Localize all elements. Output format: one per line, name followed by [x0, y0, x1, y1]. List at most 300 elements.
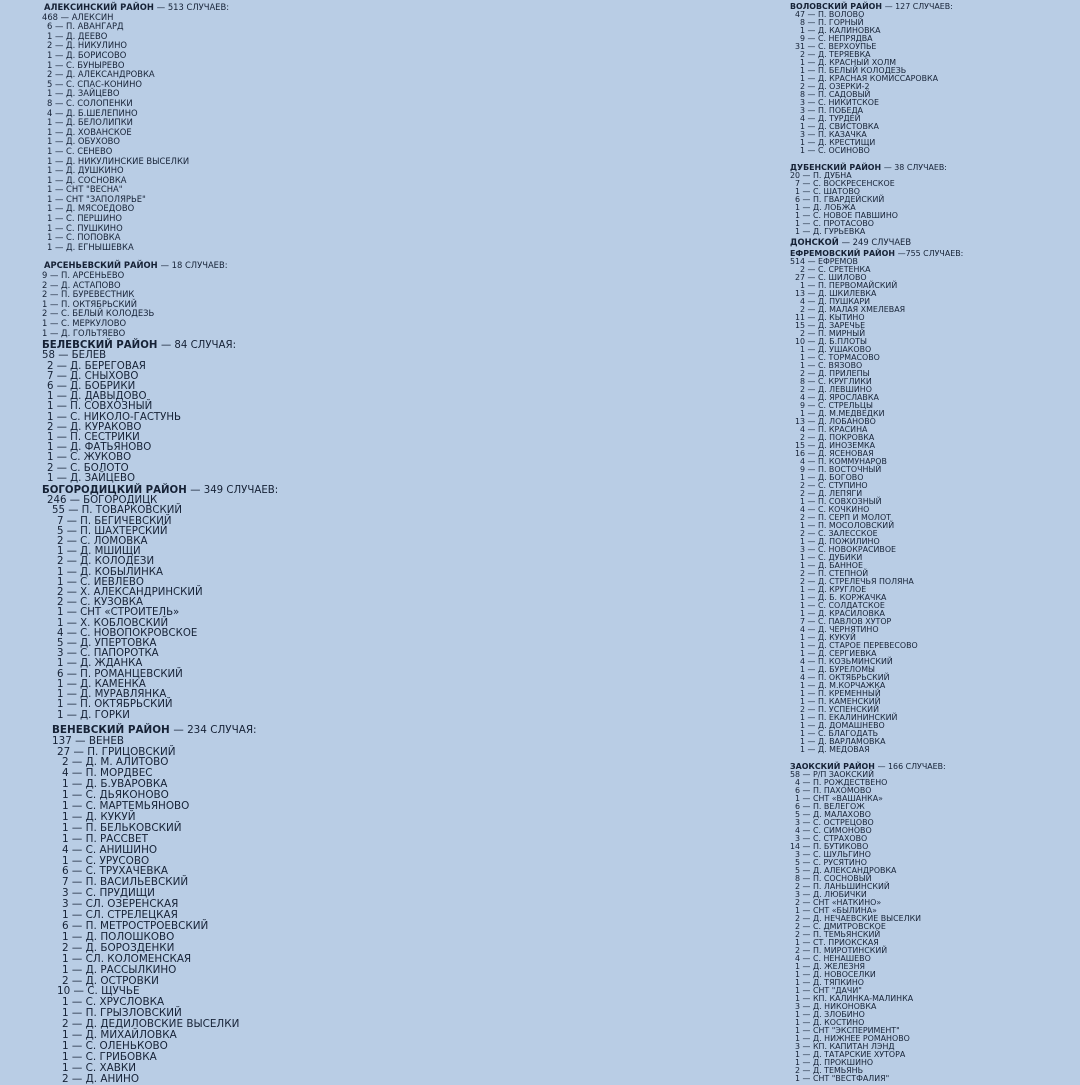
locality-name: П. СЕСТРИКИ — [70, 432, 140, 444]
locality-name: С. ХРУСЛОВКА — [85, 996, 165, 1009]
locality-row: 27 — С. ШИЛОВО — [795, 272, 867, 282]
district-heading — [42, 3, 522, 13]
locality-case-count: 1 — [800, 472, 806, 482]
locality-row: 2 — Д. АЛЕКСАНДРОВКА — [47, 69, 155, 80]
locality-case-count: 1 — [800, 728, 806, 738]
locality-case-count: 3 — [800, 544, 806, 554]
locality-row: 2 — Д. МАЛАЯ ХМЕЛЕВАЯ — [800, 304, 906, 314]
locality-row: 1 — СНТ «БЫЛИНА» — [795, 905, 877, 915]
locality-row: 1 — Д. ДЕЕВО — [47, 30, 108, 41]
locality-case-count: 2 — [47, 40, 53, 51]
locality-row: 2 — Д. ЛЕПЯГИ — [800, 488, 863, 498]
locality-name: ВЕНЕВ — [88, 734, 125, 747]
locality-name: С. ВЯЗОВО — [817, 360, 863, 370]
locality-case-count: 2 — [57, 556, 64, 568]
locality-row: 4 — П. ОКТЯБРЬСКИЙ — [800, 672, 890, 682]
locality-case-count: 1 — [800, 592, 806, 602]
locality-name: Д. МАЛАЯ ХМЕЛЕВАЯ — [817, 304, 906, 314]
district-case-count: — 18 СЛУЧАЕВ: — [160, 260, 228, 271]
district-zaoksk — [790, 763, 1075, 1083]
locality-case-count: 15 — [795, 320, 806, 330]
locality-row: 1 — Д. ЛОБЖА — [795, 203, 856, 212]
locality-case-count: 1 — [800, 640, 806, 650]
locality-case-count: 1 — [62, 1050, 69, 1063]
locality-row: 58 — Р/П ЗАОКСКИЙ — [790, 769, 875, 779]
locality-name: СНТ «НАТКИНО» — [812, 897, 882, 907]
locality-row: 1 — С. ДУБИКИ — [800, 552, 863, 562]
locality-name: Д. ЯСЕНОВАЯ — [817, 448, 874, 458]
locality-name: П. ВАСИЛЬЕВСКИЙ — [85, 876, 189, 889]
locality-name: С. ТРУХАЧЕВКА — [85, 865, 168, 878]
locality-name: Д. ТЕМЬЯНЬ — [812, 1065, 863, 1075]
locality-name: С. НОВОПОКРОВСКОЕ — [80, 627, 198, 639]
locality-row: 246 — БОГОРОДИЦК — [47, 495, 158, 507]
locality-case-count: 2 — [47, 462, 54, 474]
locality-row: 1 — СНТ "ВЕСНА" — [47, 184, 123, 195]
locality-case-count: 20 — [790, 171, 801, 180]
locality-name: П. УСПЕНСКИЙ — [817, 704, 879, 714]
locality-case-count: 1 — [47, 49, 53, 60]
locality-name: Д. НИКОНОВКА — [812, 1001, 877, 1011]
locality-name: СЛ. КОЛОМЕНСКАЯ — [85, 952, 192, 965]
locality-case-count: 5 — [795, 809, 801, 819]
locality-case-count: 1 — [47, 213, 53, 224]
locality-name: П. АВАНГАРД — [66, 21, 124, 32]
locality-name: С. СОЛДАТСКОЕ — [817, 600, 885, 610]
locality-name: С. ХАВКИ — [85, 1061, 136, 1074]
locality-row: 1 — С. ЖУКОВО — [47, 452, 132, 464]
locality-name: Д. БЕРЕГОВАЯ — [70, 360, 146, 372]
locality-row: 2 — Д. ОСТРОВКИ — [62, 974, 159, 987]
locality-row: 2 — С. КУЗОВКА — [57, 597, 143, 609]
locality-row: 1 — С. ВЯЗОВО — [800, 360, 863, 370]
district-case-count: — 249 СЛУЧАЕВ — [841, 237, 912, 247]
locality-row: 1 — Д. РАССЫЛКИНО — [62, 963, 177, 976]
locality-case-count: 7 — [47, 370, 54, 382]
locality-case-count: 1 — [57, 678, 64, 690]
district-name: ЗАОКСКИЙ РАЙОН — [790, 761, 875, 771]
locality-row: 4 — Д. ТУРДЕЙ — [800, 114, 861, 123]
locality-name: П. БЕЛЫЙ КОЛОДЕЗЬ — [817, 66, 907, 75]
locality-name: Д. ЛЕПЯГИ — [817, 488, 863, 498]
locality-row: 3 — Д. НИКОНОВКА — [795, 1001, 877, 1011]
locality-name: С. ПАВЛОВ ХУТОР — [817, 616, 892, 626]
locality-name: Д. АСТАПОВО — [61, 279, 121, 290]
locality-name: Д. СЕРГИЕВКА — [817, 648, 877, 658]
locality-row: 5 — Д. МАЛАХОВО — [795, 809, 871, 819]
locality-name: П. ШАХТЕРСКИЙ — [80, 525, 168, 537]
locality-case-count: 1 — [57, 689, 64, 701]
locality-row: 11 — Д. КЫТИНО — [795, 312, 865, 322]
locality-case-count: 1 — [57, 658, 64, 670]
locality-name: Д. КАМЕНКА — [80, 678, 146, 690]
locality-row: 20 — П. ДУБНА — [790, 171, 852, 180]
locality-row: 1 — Д. НОВОСЕЛКИ — [795, 969, 876, 979]
locality-case-count: 2 — [62, 1018, 69, 1031]
locality-case-count: 2 — [795, 929, 801, 939]
locality-case-count: 6 — [795, 801, 801, 811]
locality-name: П. СЕРП И МОЛОТ — [817, 512, 891, 522]
locality-name: Д. ФАТЬЯНОВО — [70, 442, 152, 454]
locality-case-count: 2 — [800, 480, 806, 490]
locality-case-count: 1 — [62, 1061, 69, 1074]
locality-case-count: 1 — [800, 664, 806, 674]
locality-name: С. ДЬЯКОНОВО — [85, 789, 169, 802]
locality-name: П. БУТИКОВО — [812, 841, 869, 851]
locality-case-count: 1 — [47, 452, 54, 464]
locality-case-count: 2 — [47, 421, 54, 433]
locality-case-count: 1 — [42, 327, 48, 338]
locality-name: СНТ "ЗАПОЛЯРЬЕ" — [66, 193, 146, 204]
locality-row: 3 — С. СТРАХОВО — [795, 833, 868, 843]
right-column — [790, 3, 1075, 1083]
locality-row: 15 — Д. ЗАРЕЧЬЕ — [795, 320, 866, 330]
locality-name: Д. МИХАЙЛОВКА — [85, 1029, 177, 1042]
district-name: АРСЕНЬЕВСКИЙ РАЙОН — [44, 260, 158, 271]
locality-case-count: 58 — [790, 769, 801, 779]
locality-case-count: 1 — [47, 145, 53, 156]
district-name: ВЕНЕВСКИЙ РАЙОН — [52, 723, 170, 736]
locality-name: П. СОВХОЗНЫЙ — [817, 496, 882, 506]
locality-name: Д. ДАВЫДОВО — [70, 391, 147, 403]
locality-name: С. КОЧКИНО — [817, 504, 870, 514]
locality-row: 1 — С. ИЕВЛЕВО — [57, 576, 144, 588]
locality-case-count: 4 — [800, 672, 806, 682]
locality-case-count: 2 — [800, 50, 806, 59]
locality-row: 1 — П. БЕЛЫЙ КОЛОДЕЗЬ — [800, 66, 907, 75]
locality-name: Д. БОРОЗДЕНКИ — [85, 941, 175, 954]
locality-case-count: 1 — [800, 536, 806, 546]
locality-row: 1 — СНТ "ВЕСТФАЛИЯ" — [795, 1073, 890, 1083]
locality-name: Д. МУРАВЛЯНКА — [80, 689, 167, 701]
locality-case-count: 1 — [47, 391, 54, 403]
locality-name: С. РУСЯТИНО — [812, 857, 867, 867]
locality-row: 2 — Д. ТЕРЯЕВКА — [800, 50, 871, 59]
locality-name: Д. КАЛИНОВКА — [817, 26, 881, 35]
locality-case-count: 1 — [795, 993, 801, 1003]
locality-case-count: 1 — [800, 58, 806, 67]
locality-row: 2 — П. УСПЕНСКИЙ — [800, 704, 879, 714]
locality-row: 1 — С. БУНЫРЕВО — [47, 59, 125, 70]
locality-name: Д. ЛОБАНОВО — [817, 416, 876, 426]
locality-row: 1 — СНТ "ЭКСПЕРИМЕНТ" — [795, 1025, 900, 1035]
locality-name: Д. КОБЫЛИНКА — [80, 566, 163, 578]
locality-row: 1 — Д. БАННОЕ — [800, 560, 864, 570]
locality-name: С. ВЕРХОУПЬЕ — [817, 42, 877, 51]
locality-row: 2 — Д. ТЕМЬЯНЬ — [795, 1065, 863, 1075]
locality-name: Д. ПОКРОВКА — [817, 432, 875, 442]
locality-row: 4 — П. КРАСИНА — [800, 424, 868, 434]
locality-row: 9 — П. ВОСТОЧНЫЙ — [800, 464, 882, 474]
locality-case-count: 2 — [800, 384, 806, 394]
locality-row: 1 — С. ПУШКИНО — [47, 222, 123, 233]
locality-row: 9 — С. СТРЕЛЬЦЫ — [800, 400, 873, 410]
locality-case-count: 6 — [57, 668, 64, 680]
locality-row: 1 — Д. СЕРГИЕВКА — [800, 648, 877, 658]
locality-name: С. НОВОКРАСИВОЕ — [817, 544, 897, 554]
locality-row: 1 — Д. КОСТИНО — [795, 1017, 865, 1027]
locality-case-count: 2 — [795, 921, 801, 931]
locality-name: П. МОРДВЕС — [85, 767, 153, 780]
district-donskoy — [790, 238, 1075, 248]
locality-row: 6 — П. ПАХОМОВО — [795, 785, 872, 795]
locality-name: П. ВОСТОЧНЫЙ — [817, 464, 882, 474]
locality-row: 1 — Д. Б. КОРЖАЧКА — [800, 592, 887, 602]
locality-case-count: 1 — [42, 318, 48, 328]
locality-name: С. ШУЛЬГИНО — [812, 849, 871, 859]
district-case-count: — 349 СЛУЧАЕВ: — [190, 485, 279, 497]
locality-case-count: 4 — [800, 504, 806, 514]
locality-case-count: 4 — [57, 627, 64, 639]
locality-case-count: 3 — [62, 898, 69, 911]
locality-case-count: 1 — [57, 607, 64, 619]
locality-name: С. СЕНЕВО — [66, 145, 113, 156]
locality-row: 2 — П. МИРНЫЙ — [800, 328, 866, 338]
locality-row: 1 — Д. КАЛИНОВКА — [800, 26, 881, 35]
locality-row: 1 — СТ. ПРИОКСКАЯ — [795, 937, 879, 947]
locality-case-count: 9 — [42, 270, 48, 281]
locality-row: 5 — С. РУСЯТИНО — [795, 857, 867, 867]
locality-case-count: 1 — [795, 227, 801, 236]
locality-name: Д. ТЯПКИНО — [812, 977, 865, 987]
locality-case-count: 1 — [800, 360, 806, 370]
locality-name: С. ОЛЕНЬКОВО — [85, 1039, 168, 1052]
locality-name: С. НЕПРЯДВА — [817, 34, 873, 43]
district-heading — [42, 341, 522, 351]
locality-case-count: 2 — [795, 881, 801, 891]
locality-row: 4 — С. СИМОНОВО — [795, 825, 872, 835]
locality-case-count: 1 — [57, 576, 64, 588]
locality-name: Д. ДЕДИЛОВСКИЕ ВЫСЕЛКИ — [85, 1018, 240, 1031]
locality-case-count: 3 — [800, 106, 806, 115]
district-heading — [790, 238, 1075, 248]
locality-case-count: 1 — [795, 937, 801, 947]
locality-name: Д. АЛЕКСАНДРОВКА — [812, 865, 897, 875]
locality-row: 2 — П. МИРОТИНСКИЙ — [795, 945, 888, 955]
locality-name: П. ПАХОМОВО — [812, 785, 872, 795]
locality-case-count: 2 — [795, 913, 801, 923]
locality-name: С. КУЗОВКА — [80, 597, 143, 609]
locality-case-count: 4 — [47, 107, 53, 118]
locality-name: П. САДОВЫЙ — [817, 90, 871, 99]
locality-case-count: 1 — [800, 280, 806, 290]
locality-row: 1 — С. ТОРМАСОВО — [800, 352, 880, 362]
locality-name: Д. Б.ПЛОТЫ — [817, 336, 867, 346]
locality-row: 1 — СНТ "ЗАПОЛЯРЬЕ" — [47, 193, 146, 204]
locality-name: КП. КАПИТАН ЛЭНД — [812, 1041, 895, 1051]
locality-case-count: 7 — [62, 876, 69, 889]
locality-name: СНТ "ВЕСТФАЛИЯ" — [812, 1073, 890, 1083]
locality-case-count: 11 — [795, 312, 806, 322]
locality-case-count: 1 — [62, 854, 69, 867]
locality-case-count: 1 — [800, 520, 806, 530]
locality-case-count: 1 — [800, 352, 806, 362]
locality-case-count: 2 — [42, 308, 48, 319]
locality-name: Д. М.КОРЧАЖКА — [817, 680, 886, 690]
locality-name: Д. ЕГНЫШЕВКА — [66, 241, 134, 252]
locality-case-count: 13 — [795, 288, 806, 298]
district-aleksin — [42, 3, 522, 252]
locality-row: 1 — Д. ХОВАНСКОЕ — [47, 126, 132, 137]
locality-name: Д. ЛОБЖА — [812, 203, 856, 212]
locality-case-count: 2 — [47, 69, 53, 80]
locality-row: 1 — П. ПЕРВОМАЙСКИЙ — [800, 280, 898, 290]
locality-name: Д. ЖДАНКА — [80, 658, 143, 670]
locality-name: С. ЩУЧЬЕ — [87, 985, 140, 998]
locality-case-count: 1 — [800, 744, 806, 754]
locality-row: 2 — Д. КОЛОДЕЗИ — [57, 556, 155, 568]
locality-case-count: 1 — [795, 1073, 801, 1083]
locality-row: 1 — П. ОКТЯБРЬСКИЙ — [57, 699, 173, 711]
locality-case-count: 1 — [62, 909, 69, 922]
locality-row: 6 — П. ГВАРДЕЙСКИЙ — [795, 195, 885, 204]
locality-row: 2 — П. ЛАНЬШИНСКИЙ — [795, 881, 890, 891]
locality-row: 137 — ВЕНЕВ — [52, 734, 125, 747]
locality-row: 2 — Д. НИКУЛИНО — [47, 40, 127, 51]
locality-name: С. СИМОНОВО — [812, 825, 872, 835]
locality-name: СНТ "ДАЧИ" — [812, 985, 862, 995]
locality-case-count: 1 — [800, 496, 806, 506]
locality-row: 6 — П. МЕТРОСТРОЕВСКИЙ — [62, 920, 209, 933]
locality-case-count: 1 — [47, 241, 53, 252]
locality-name: СНТ «БЫЛИНА» — [812, 905, 877, 915]
locality-name: С. ТОРМАСОВО — [817, 352, 880, 362]
locality-row: 1 — Д. ТАТАРСКИЕ ХУТОРА — [795, 1049, 906, 1059]
district-belev — [42, 341, 522, 484]
locality-case-count: 5 — [57, 638, 64, 650]
locality-row: 2 — Д. АНИНО — [62, 1072, 140, 1085]
locality-row: 1 — Д. БУРЕЛОМЫ — [800, 664, 876, 674]
locality-case-count: 2 — [800, 576, 806, 586]
locality-case-count: 2 — [800, 264, 806, 274]
locality-name: С. ДУБИКИ — [817, 552, 863, 562]
locality-name: П. РОЖДЕСТВЕНО — [812, 777, 888, 787]
locality-name: С. АНИШИНО — [85, 843, 158, 856]
locality-row: 2 — Д. БЕРЕГОВАЯ — [47, 360, 146, 372]
locality-name: П. МОСОЛОВСКИЙ — [817, 520, 895, 530]
locality-row: 2 — П. БУРЕВЕСТНИК — [42, 289, 135, 300]
locality-row: 2 — С. БЕЛЫЙ КОЛОДЕЗЬ — [42, 308, 155, 319]
locality-case-count: 1 — [800, 552, 806, 562]
locality-name: Д. М.МЕДВЕДКИ — [817, 408, 885, 418]
locality-name: С. УРУСОВО — [85, 854, 150, 867]
locality-name: П. МИРОТИНСКИЙ — [812, 945, 888, 955]
locality-row: 1 — Д. МЯСОЕДОВО — [47, 203, 135, 214]
locality-row: 1 — Д. СОСНОВКА — [47, 174, 127, 185]
locality-row: 1 — Д. НИЖНЕЕ РОМАНОВО — [795, 1033, 910, 1043]
locality-row: 1 — Д. ДАВЫДОВО — [47, 391, 147, 403]
locality-case-count: 2 — [795, 1065, 801, 1075]
locality-case-count: 2 — [800, 528, 806, 538]
locality-row: 6 — С. ТРУХАЧЕВКА — [62, 865, 168, 878]
locality-row: 1 — Х. КОБЛОВСКИЙ — [57, 617, 169, 629]
locality-name: Д. КУРАКОВО — [70, 421, 142, 433]
locality-row: 2 — П. СЕРП И МОЛОТ — [800, 512, 891, 522]
locality-case-count: 1 — [47, 155, 53, 166]
locality-name: С. ПРУДИЩИ — [85, 887, 155, 900]
district-case-count: — 234 СЛУЧАЯ: — [173, 723, 257, 736]
locality-row: 2 — СНТ «НАТКИНО» — [795, 897, 882, 907]
locality-case-count: 1 — [57, 546, 64, 558]
locality-row: 13 — Д. ШКИЛЕВКА — [795, 288, 877, 298]
locality-name: БОГОРОДИЦК — [83, 495, 158, 507]
locality-name: П. КОЗЬМИНСКИЙ — [817, 656, 893, 666]
locality-name: Д. ЛЮБИЧКИ — [812, 889, 867, 899]
locality-case-count: 3 — [57, 648, 64, 660]
locality-row: 1 — Д. БОГОВО — [800, 472, 864, 482]
locality-case-count: 1 — [795, 961, 801, 971]
locality-row: 1 — П. СЕСТРИКИ — [47, 432, 140, 444]
locality-case-count: 514 — [790, 256, 806, 266]
locality-case-count: 4 — [62, 843, 69, 856]
locality-row: 1 — Д. ДОМАШНЕВО — [800, 720, 885, 730]
locality-row: 1 — Д. ПРОКШИНО — [795, 1057, 874, 1067]
locality-case-count: 1 — [47, 232, 53, 243]
locality-case-count: 3 — [795, 1001, 801, 1011]
locality-row: 6 — П. АВАНГАРД — [47, 21, 124, 32]
locality-row: 1 — Д. КРЕСТИЩИ — [800, 138, 876, 147]
locality-row: 4 — П. РОЖДЕСТВЕНО — [795, 777, 888, 787]
locality-row: 1 — С. ОСИНОВО — [800, 146, 870, 155]
locality-case-count: 2 — [62, 1072, 69, 1085]
locality-case-count: 1 — [800, 648, 806, 658]
locality-row: 1 — Д. ЗАЙЦЕВО — [47, 88, 120, 99]
locality-name: Д. БЕЛОЛИПКИ — [66, 117, 133, 128]
locality-case-count: 2 — [795, 897, 801, 907]
locality-case-count: 1 — [62, 821, 69, 834]
locality-case-count: 9 — [800, 400, 806, 410]
locality-case-count: 1 — [795, 1025, 801, 1035]
locality-name: Д. ЛЕВШИНО — [817, 384, 872, 394]
locality-name: Д. ТЕРЯЕВКА — [817, 50, 871, 59]
locality-row: 1 — С. НОВОЕ ПАВШИНО — [795, 211, 898, 220]
locality-row: 2 — С. СТУПИНО — [800, 480, 868, 490]
locality-case-count: 3 — [62, 887, 69, 900]
locality-name: Д. КРАСНЫЙ ХОЛМ — [817, 58, 897, 67]
locality-case-count: 1 — [62, 996, 69, 1009]
locality-name: П. ГРЫЗЛОВСКИЙ — [85, 1007, 182, 1020]
locality-case-count: 1 — [47, 401, 54, 413]
locality-name: Д. ГУРЬЕВКА — [812, 227, 866, 236]
locality-name: С. НИКОЛО-ГАСТУНЬ — [70, 411, 182, 423]
locality-row: 1 — Д. МШИЩИ — [57, 546, 141, 558]
locality-name: СНТ «СТРОИТЕЛЬ» — [80, 607, 180, 619]
locality-row: 2 — С. СРЕТЕНКА — [800, 264, 871, 274]
locality-row: 2 — Д. ЛЕВШИНО — [800, 384, 872, 394]
locality-row: 3 — СЛ. ОЗЕРЕНСКАЯ — [62, 898, 179, 911]
locality-name: Д. СОСНОВКА — [66, 174, 127, 185]
locality-case-count: 9 — [800, 464, 806, 474]
locality-name: П. КАЗАЧКА — [817, 130, 867, 139]
locality-name: С. ШАТОВО — [812, 187, 860, 196]
locality-name: С. КРУГЛИКИ — [817, 376, 872, 386]
locality-case-count: 10 — [57, 985, 71, 998]
locality-row: 1 — СЛ. КОЛОМЕНСКАЯ — [62, 952, 192, 965]
locality-row: 1 — Д. М.КОРЧАЖКА — [800, 680, 886, 690]
locality-case-count: 1 — [795, 1057, 801, 1067]
locality-row: 1 — СНТ «СТРОИТЕЛЬ» — [57, 607, 180, 619]
locality-name: С. ПАПОРОТКА — [80, 648, 159, 660]
locality-name: Д. НИКУЛИНСКИЕ ВЫСЕЛКИ — [66, 155, 190, 166]
district-name: ДОНСКОЙ — [790, 237, 839, 247]
locality-name: С. ИЕВЛЕВО — [80, 576, 144, 588]
locality-name: Д. ЗЛОБИНО — [812, 1009, 865, 1019]
locality-row: 1 — С. СОЛДАТСКОЕ — [800, 600, 885, 610]
locality-row: 1 — Д. КАМЕНКА — [57, 678, 146, 690]
locality-case-count: 1 — [800, 632, 806, 642]
locality-row: 3 — С. ОСТРЕЦОВО — [795, 817, 874, 827]
district-name: ВОЛОВСКИЙ РАЙОН — [790, 2, 882, 11]
